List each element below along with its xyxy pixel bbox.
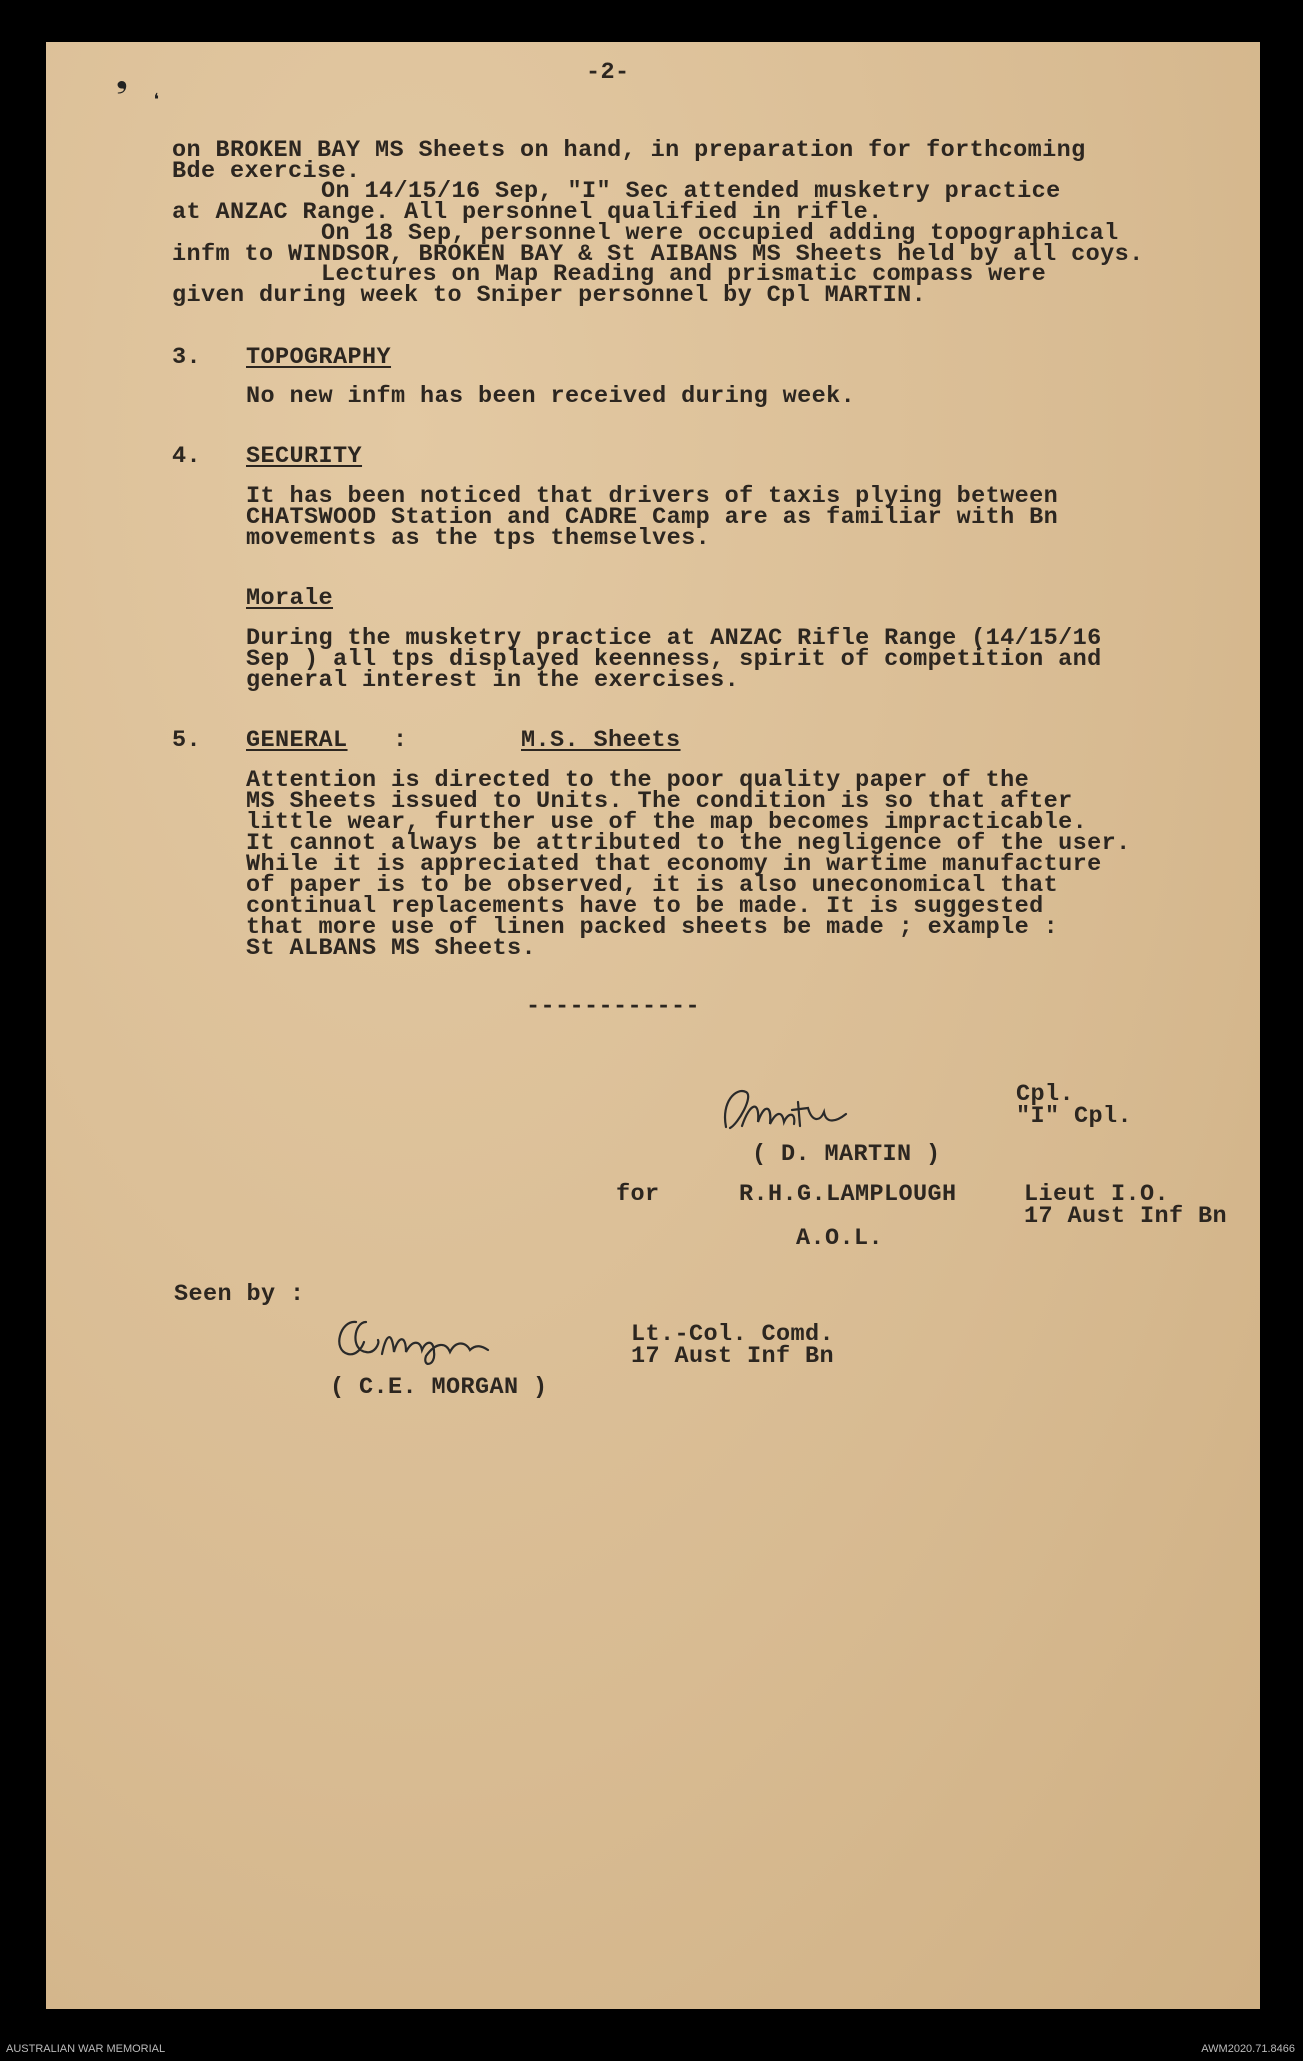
sub-body-line: During the musketry practice at ANZAC Rifle Range (14/15/16 [246,625,1102,652]
aol-label: A.O.L. [796,1225,884,1252]
for-label: for [616,1181,660,1208]
text-line: On 18 Sep, personnel were occupied adding topographical [321,220,1119,247]
section-number: 4. [172,443,202,470]
seen-by-unit: 17 Aust Inf Bn [631,1343,835,1370]
page-number: -2- [586,59,630,86]
footer-source: AUSTRALIAN WAR MEMORIAL [6,2043,166,2055]
sub-body-line: Sep ) all tps displayed keenness, spirit of competition and [246,646,1102,673]
ink-blot: ❟ [116,63,128,97]
section-body-line: movements as the tps themselves. [246,525,711,552]
morgan-signature [326,1310,496,1370]
text-line: at ANZAC Range. All personnel qualified in rifle. [172,199,883,226]
sub-body-line: general interest in the exercises. [246,667,740,694]
signatory-role: "I" Cpl. [1016,1103,1133,1130]
section-body-line: MS Sheets issued to Units. The condition is so that after [246,788,1073,815]
section-body-line: It has been noticed that drivers of taxis plying between [246,483,1059,510]
section-heading: TOPOGRAPHY [246,344,392,371]
subheading: Morale [246,585,334,612]
text-line: Bde exercise. [172,158,361,185]
section-heading: GENERAL [246,727,348,754]
seen-by-label: Seen by : [174,1281,305,1308]
martin-signature [716,1082,856,1142]
seen-by-rank: Lt.-Col. Comd. [631,1321,835,1348]
section-body: No new infm has been received during week. [246,383,856,410]
section-heading: SECURITY [246,443,363,470]
section-body-line: CHATSWOOD Station and CADRE Camp are as familiar with Bn [246,504,1059,531]
section-body-line: Attention is directed to the poor quality paper of the [246,767,1030,794]
section-body-line: It cannot always be attributed to the negligence of the user. [246,830,1131,857]
section-body-line: While it is appreciated that economy in wartime manufacture [246,851,1102,878]
text-line: given during week to Sniper personnel by Cpl MARTIN. [172,282,927,309]
section-number: 3. [172,344,202,371]
ink-blot: ❛ [150,91,164,116]
text-line: On 14/15/16 Sep, "I" Sec attended musketry practice [321,178,1061,205]
section-body-line: little wear, further use of the map becomes impracticable. [246,809,1088,836]
text-line: Lectures on Map Reading and prismatic compass were [321,261,1047,288]
text-line: on BROKEN BAY MS Sheets on hand, in preparation for forthcoming [172,137,1086,164]
section-body-line: that more use of linen packed sheets be made ; example : [246,914,1059,941]
section-body-line: of paper is to be observed, it is also uneconomical that [246,872,1059,899]
seen-by-name: ( C.E. MORGAN ) [330,1374,548,1401]
text-line: infm to WINDSOR, BROKEN BAY & St AIBANS MS Sheets held by all coys. [172,241,1144,268]
section-number: 5. [172,727,202,754]
officer-unit: 17 Aust Inf Bn [1024,1203,1228,1230]
officer-rank: Lieut I.O. [1024,1181,1170,1208]
signatory-rank: Cpl. [1016,1081,1075,1108]
signatory-name: ( D. MARTIN ) [752,1141,941,1168]
divider: ------------ [526,993,701,1020]
officer-name: R.H.G.LAMPLOUGH [739,1181,957,1208]
document-page [46,42,1260,2009]
subheading: M.S. Sheets [521,727,681,754]
heading-colon: : [393,727,408,754]
footer-accession-number: AWM2020.71.8466 [1201,2043,1295,2055]
section-body-line: St ALBANS MS Sheets. [246,935,537,962]
section-body-line: continual replacements have to be made. It is suggested [246,893,1044,920]
